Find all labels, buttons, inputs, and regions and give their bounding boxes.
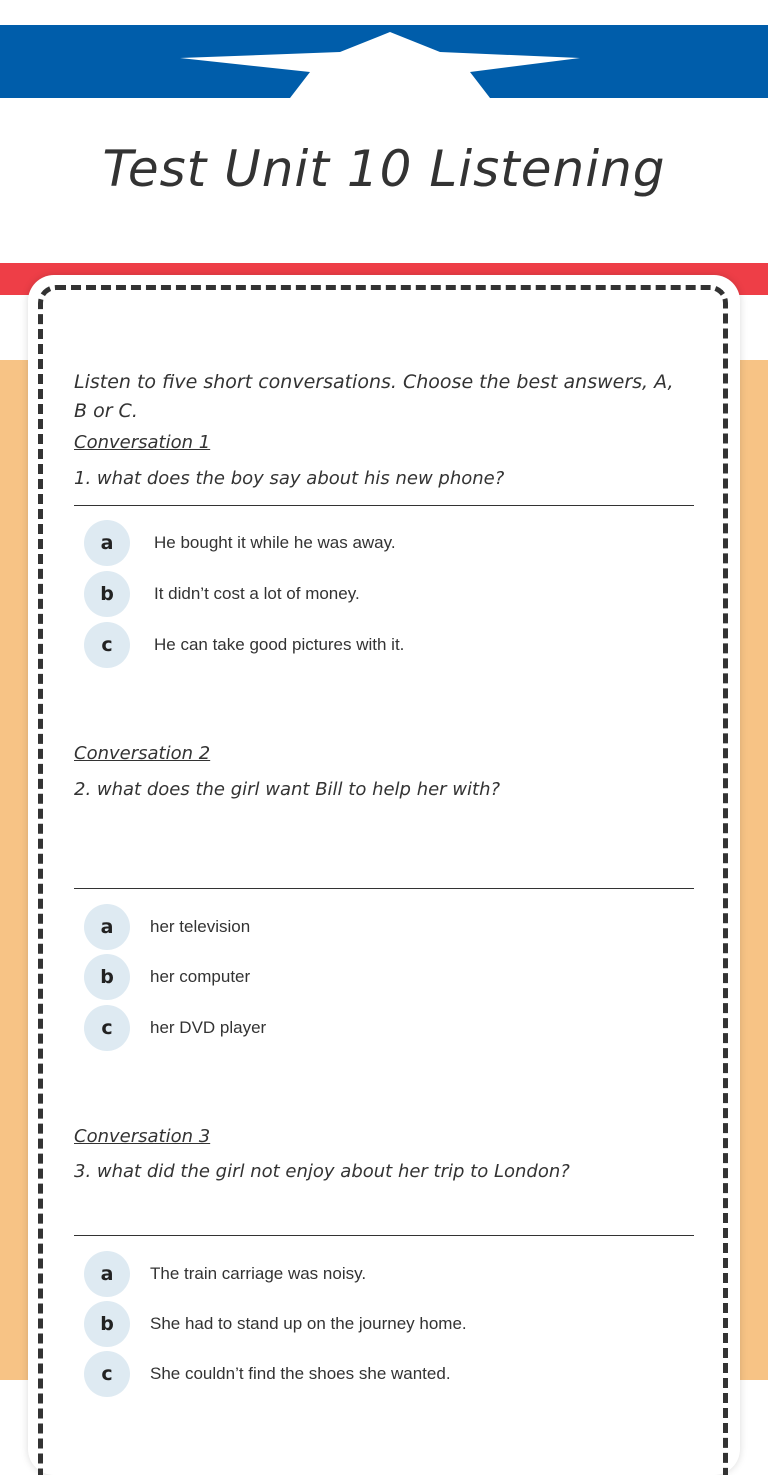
- divider: [74, 505, 694, 506]
- option-text: He bought it while he was away.: [154, 533, 396, 552]
- option-a[interactable]: [84, 904, 250, 950]
- option-letter: b: [84, 571, 130, 617]
- question-text: 1. what does the boy say about his new phone?: [74, 468, 505, 489]
- star-icon: [170, 30, 610, 98]
- option-text: She had to stand up on the journey home.: [150, 1314, 467, 1333]
- option-b[interactable]: [84, 954, 250, 1000]
- divider: [74, 888, 694, 889]
- option-c[interactable]: [84, 622, 404, 668]
- option-b[interactable]: [84, 571, 360, 617]
- page-title: Test Unit 10 Listening: [102, 140, 666, 198]
- question-text: 3. what did the girl not enjoy about her trip to London?: [74, 1161, 570, 1182]
- conversation-heading: Conversation 2: [74, 743, 211, 764]
- conversation-heading: Conversation 3: [74, 1126, 211, 1147]
- option-text: The train carriage was noisy.: [150, 1264, 367, 1283]
- option-text: She couldn’t find the shoes she wanted.: [150, 1364, 451, 1383]
- option-c[interactable]: [84, 1005, 266, 1051]
- option-letter: b: [84, 1301, 130, 1347]
- option-text: He can take good pictures with it.: [154, 635, 405, 654]
- option-letter: a: [84, 520, 130, 566]
- option-letter: c: [84, 1005, 130, 1051]
- option-text: her DVD player: [150, 1018, 267, 1037]
- conversation-heading: Conversation 1: [74, 432, 211, 453]
- option-letter: a: [84, 904, 130, 950]
- divider: [74, 1235, 694, 1236]
- instructions: Listen to five short conversations. Choose the best answers, A, B or C.: [74, 371, 674, 422]
- option-letter: a: [84, 1251, 130, 1297]
- option-a[interactable]: [84, 1251, 366, 1297]
- option-a[interactable]: [84, 520, 396, 566]
- option-letter: b: [84, 954, 130, 1000]
- option-text: her computer: [150, 967, 251, 986]
- option-letter: c: [84, 1351, 130, 1397]
- option-c[interactable]: [84, 1351, 451, 1397]
- option-text: It didn’t cost a lot of money.: [154, 584, 360, 603]
- option-b[interactable]: [84, 1301, 467, 1347]
- option-letter: c: [84, 622, 130, 668]
- option-text: her television: [150, 917, 251, 936]
- question-text: 2. what does the girl want Bill to help her with?: [74, 779, 501, 800]
